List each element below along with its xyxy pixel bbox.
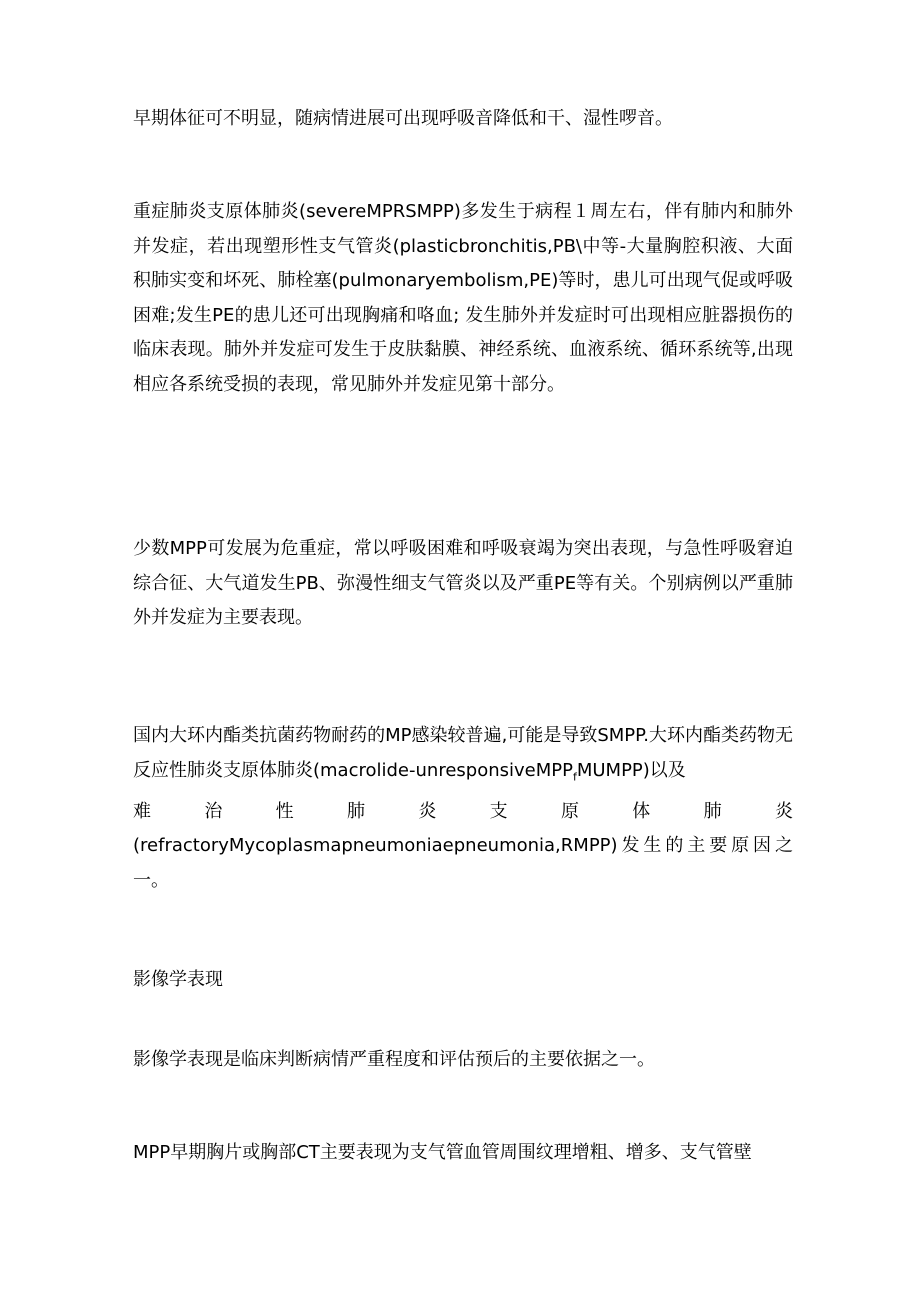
spread-line-refractory <box>133 795 793 830</box>
spread-char: 难 <box>133 800 151 822</box>
spread-char: 原 <box>560 800 579 822</box>
paragraph-critical-mpp: 少数MPP可发展为危重症，常以呼吸困难和呼吸衰竭为突出表现，与急性呼吸窘迫综合征、大气道发生PB、弥漫性细支气管炎以及严重PE等有关。个别病例以严重肺外并发症为主要表现。 <box>133 538 793 628</box>
spread-char: 治 <box>204 800 223 822</box>
section-heading-imaging: 影像学表现 <box>133 969 223 990</box>
subscript-f: f <box>572 770 577 784</box>
spread-char: 炎 <box>418 800 437 822</box>
spread-char: 支 <box>489 800 508 822</box>
paragraph-early-signs: 早期体征可不明显，随病情进展可出现呼吸音降低和干、湿性啰音。 <box>133 108 673 129</box>
paragraph-macrolide-text-3: (refractoryMycoplasmapneumoniaepneumonia,RMPP)发生的主要原因之一。 <box>133 835 793 891</box>
paragraph-macrolide-text-2: MUMPP)以及 <box>576 759 686 781</box>
spread-char: 体 <box>632 800 651 822</box>
paragraph-severe-mpp: 重症肺炎支原体肺炎(severeMPRSMPP)多发生于病程１周左右，伴有肺内和肺外并发症，若出现塑形性支气管炎(plasticbronchitis,PB\中等-大量胸腔积液、大面积肺实变和坏死、肺栓塞(pulmonaryembolism,PE)等时，患儿可出现气促或呼吸困难;发生PE的患儿还可出现胸痛和咯血; 发生肺外并发症时可出现相应脏器损伤的临床表现。肺外并发症可发生于皮肤黏膜、神经系统、血液系统、循环系统等,出现相应各系统受损的表现，常见肺外并发症见第十部分。 <box>133 201 793 395</box>
spread-char: 肺 <box>346 800 365 822</box>
paragraph-macrolide-text-1: 国内大环内酯类抗菌药物耐药的MP感染较普遍,可能是导致SMPP.大环内酯类药物无反应性肺炎支原体肺炎(macrolide-unresponsiveMPP <box>133 725 793 781</box>
paragraph-imaging-basis: 影像学表现是临床判断病情严重程度和评估预后的主要依据之一。 <box>133 1049 655 1070</box>
spread-char: 炎 <box>774 800 793 822</box>
spread-char: 性 <box>275 800 294 822</box>
paragraph-imaging-early: MPP早期胸片或胸部CT主要表现为支气管血管周围纹理增粗、增多、支气管壁 <box>133 1142 752 1163</box>
spread-char: 肺 <box>703 800 722 822</box>
paragraph-macrolide-resistance <box>133 719 793 898</box>
